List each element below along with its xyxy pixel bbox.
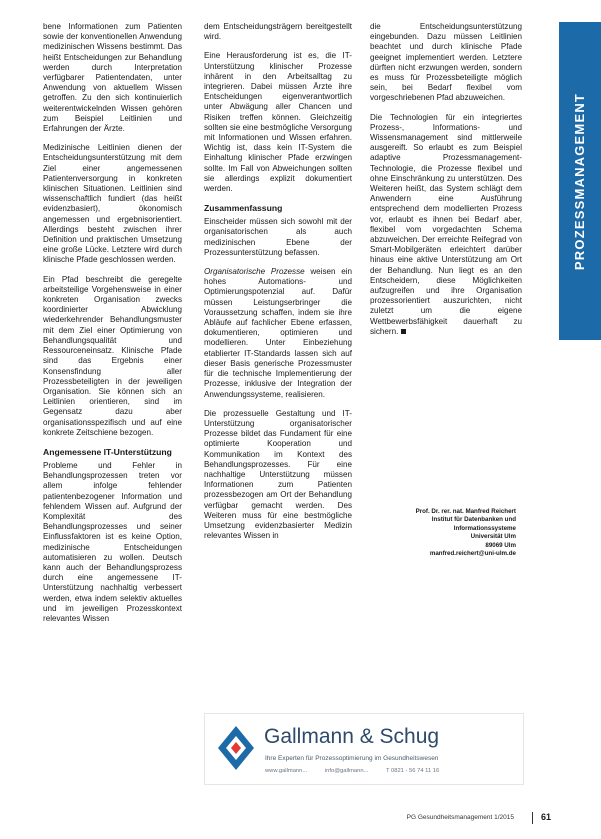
paragraph: Ein Pfad beschreibt die geregelte arbeitsteilige Vorgehensweise in einer konkreten Organisation zwecks koordinierter Abwicklung wiederkehrender Behandlungsmuster mit dem Ziel einer Optimierung von Behandlungsqualität und Ressourceneinsatz. Klinische Pfade sind das Ergebnis einer Konsensfindung aller Prozessbeteiligten in der jeweiligen Organisation. Sie können sich an Leitlinien orientieren, sind im Gegensatz dazu aber organisationsspezifisch und auf eine konkrete Zeitschiene bezogen.	[43, 274, 182, 437]
paragraph: Medizinische Leitlinien dienen der Entscheidungsunterstützung mit dem Ziel einer angemessenen Patientenversorgung in konkreten klinischen Situationen. Leitlinien sind wissenschaftlich fundiert (das heißt evidenzbasiert), ökonomisch angemessen und ergebnisorientiert. Allerdings besteht zwischen ihrer Definition und praktischen Umsetzung eine große Lücke. Letztere wird durch klinische Pfade geschlossen werden.	[43, 143, 182, 265]
ad-contacts	[265, 768, 455, 774]
paragraph-text: Die Technologien für ein integriertes Prozess-, Informations- und Wissensmanagement sind mittlerweile ausgereift. So erlaubt es zum Beispiel adaptive Prozessmanagement-Technologie, die Prozesse flexibel und ohne Einschränkung zu unterstützen. Des Weiteren heißt, das System schlägt dem Anwendern eine Ausführung entsprechend dem modellierten Prozess vor, erlaubt es ihnen bei Bedarf aber, flexibel vom vorgedachten Schema abzuweichen. Der erreichte Reifegrad von Smart-Mobilgeräten erleichtert darüber hinaus eine aktive Unterstützung am Ort der Behandlung. Nun liegt es an den Entscheidern, diese Möglichkeiten aufzugreifen und ihre Organisation prozessorientiert auszurichten, nicht zuletzt um die eigene Wettbewerbsfähigkeit dauerhaft zu sichern.	[370, 112, 522, 336]
author-institute: Institut für Datenbanken und	[431, 516, 516, 524]
article-column-2	[204, 22, 352, 550]
section-heading: Zusammenfassung	[204, 203, 283, 214]
paragraph: die Entscheidungsunterstützung eingebunden. Dazu müssen Leitlinien beachtet und durch klinische Pfade geeignet implementiert werden. Letztere dürften nicht erzwungen werden, sondern es muss für Prozessbeteiligte möglich sein, bei Bedarf flexibel vom vorgeschriebenen Pfad abzuweichen.	[370, 22, 522, 103]
ad-website[interactable]: www.gallmann...	[265, 768, 308, 774]
paragraph: bene Informationen zum Patienten sowie der konventionellen Anwendung medizinischen Wissens bestimmt. Das heißt Entscheidungen zur Behandlung werden durch Interpretation verfügbarer Patientendaten, unter Anwendung von aktuellem Wissen getroffen. Zu den sich kontinuierlich weiterentwickelnden Wissen gehören zum Beispiel Leitlinien und Erfahrungen der Ärzte.	[43, 22, 182, 134]
advertisement[interactable]	[204, 713, 524, 785]
page-footer	[0, 812, 601, 826]
footer-divider	[532, 812, 533, 824]
paragraph: Probleme und Fehler in Behandlungsprozessen treten vor allem infolge fehlender patientenbezogener Information und fehlendem Wissen auf. Aufgrund der Komplexität des Behandlungsprozesses und seiner Einflussfaktoren ist es keine Option, medizinische Entscheidungen automatisieren zu wollen. Deutsch kann auch der Behandlungsprozess durch eine angemessene IT-Unterstützung nachhaltig verbessert werden, etwa indem selektiv aktuelles und im jeweiligen Prozesskontext relevantes Wissen	[43, 460, 182, 623]
author-email[interactable]: manfred.reichert@uni-ulm.de	[429, 550, 516, 558]
paragraph: dem Entscheidungsträgern bereitgestellt wird.	[204, 22, 352, 42]
ad-brand-name: Gallmann & Schug	[264, 725, 440, 748]
author-city: 89069 Ulm	[485, 541, 516, 549]
ad-phone: T 0821 - 56 74 11 16	[385, 768, 440, 774]
emphasis-text: Organisatorische Prozesse	[204, 267, 305, 277]
paragraph	[370, 113, 522, 337]
paragraph	[204, 267, 352, 400]
author-university: Universität Ulm	[470, 533, 516, 541]
section-tab	[559, 22, 601, 340]
paragraph: Eine Herausforderung ist es, die IT-Unterstützung klinischer Prozesse inhärent in den Arbeitsalltag zu integrieren. Dabei müssen Ärzte ihre Entscheidungen eigenverantwortlich unter Abwägung aller Chancen und Risiken treffen können. Gleichzeitig sollten sie eine bestmögliche Versorgung mit Informationen und Wissen erfahren. Wichtig ist, dass kein IT-System die Einhaltung klinischer Pfade erzwingen sollte. Im Fall von Abweichungen sollten sie allerdings explizit dokumentiert werden.	[204, 51, 352, 194]
article-column-1	[43, 22, 182, 633]
author-info	[370, 508, 516, 558]
paragraph: Einscheider müssen sich sowohl mit der organisatorischen als auch medizinischen Ebene der Prozessunterstützung befassen.	[204, 217, 352, 257]
author-institute-2: Informationssysteme	[453, 524, 516, 532]
end-of-article-icon	[401, 329, 406, 334]
section-tab-label: PROZESSMANAGEMENT	[572, 92, 588, 270]
ad-slogan: Ihre Experten für Prozessoptimierung im Gesundheitswesen	[265, 755, 439, 762]
publication-name: PG Gesundheitsmanagement 1/2015	[406, 814, 514, 821]
company-logo-icon	[214, 724, 258, 772]
page-number: 61	[541, 812, 552, 822]
article-column-3	[370, 22, 522, 346]
author-name: Prof. Dr. rer. nat. Manfred Reichert	[415, 508, 516, 515]
ad-email[interactable]: info@gallmann...	[324, 768, 369, 774]
paragraph: Die prozessuelle Gestaltung und IT-Unterstützung organisatorischer Prozesse bildet das Fundament für eine optimierte Kooperation und Kommunikation im Kontext des Behandlungsprozesses. Für eine nachhaltige Unterstützung müssen Informationen zum Patienten prozessbezogen am Ort der Behandlung verfügbar gemacht werden. Des Weiteren muss für eine bestmögliche Umsetzung evidenzbasierter Medizin relevantes Wissen in	[204, 408, 352, 541]
section-heading: Angemessene IT-Unterstützung	[43, 446, 172, 457]
paragraph-text: weisen ein hohes Automations- und Optimierungspotenzial auf. Dafür müssen Leistungserbringer die Voraussetzung schaffen, indem sie ihre Abläufe auf fachlicher Ebene erfassen, dokumentieren, optimieren und modellieren. Unter Einbeziehung etablierter IT-Standards lassen sich auf dieser Basis generische Prozessmuster für die technische Implementierung der Prozesse, inklusive der Integration der Anwendungssysteme, realisieren.	[204, 267, 353, 399]
